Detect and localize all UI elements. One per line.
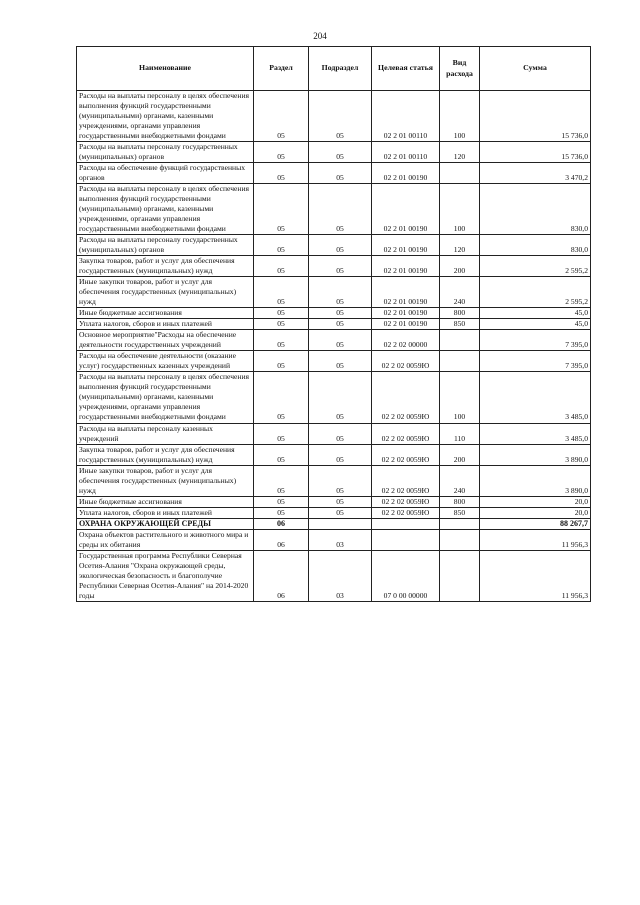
table-row — [77, 465, 591, 496]
cell-type — [440, 330, 480, 351]
cell-name: Иные закупки товаров, работ и услуг для обеспечения государственных (муниципальных) нужд — [77, 277, 254, 308]
cell-section: 06 — [254, 518, 309, 530]
cell-type: 120 — [440, 142, 480, 163]
cell-sum: 7 395,0 — [480, 351, 591, 372]
cell-target: 02 2 02 0059Ю — [372, 496, 440, 507]
cell-sum: 3 470,2 — [480, 163, 591, 184]
table-row — [77, 518, 591, 530]
table-row — [77, 530, 591, 551]
cell-section: 05 — [254, 142, 309, 163]
cell-name: Уплата налогов, сборов и иных платежей — [77, 507, 254, 518]
cell-sum: 45,0 — [480, 319, 591, 330]
cell-target: 02 2 01 00190 — [372, 319, 440, 330]
table-row — [77, 444, 591, 465]
cell-subsection: 05 — [309, 330, 372, 351]
cell-type: 100 — [440, 91, 480, 142]
cell-type — [440, 551, 480, 602]
table-row — [77, 319, 591, 330]
cell-section: 06 — [254, 530, 309, 551]
cell-target: 02 2 01 00190 — [372, 235, 440, 256]
cell-type — [440, 530, 480, 551]
cell-target: 02 2 02 0059Ю — [372, 444, 440, 465]
table-row — [77, 496, 591, 507]
cell-target: 02 2 02 00000 — [372, 330, 440, 351]
cell-section: 05 — [254, 235, 309, 256]
cell-target: 02 2 01 00190 — [372, 256, 440, 277]
table-row — [77, 423, 591, 444]
cell-subsection: 05 — [309, 163, 372, 184]
cell-name: Охрана объектов растительного и животного мира и среды их обитания — [77, 530, 254, 551]
cell-name: Расходы на выплаты персоналу государственных (муниципальных) органов — [77, 235, 254, 256]
cell-target — [372, 518, 440, 530]
cell-section: 06 — [254, 551, 309, 602]
cell-type: 200 — [440, 444, 480, 465]
table-row — [77, 507, 591, 518]
table-row — [77, 330, 591, 351]
cell-subsection: 05 — [309, 142, 372, 163]
cell-type: 800 — [440, 308, 480, 319]
cell-section: 05 — [254, 372, 309, 423]
table-row — [77, 351, 591, 372]
cell-name: Расходы на обеспечение деятельности (оказание услуг) государственных казенных учреждений — [77, 351, 254, 372]
cell-name: Государственная программа Республики Северная Осетия-Алания "Охрана окружающей среды, экологическая безопасность и благополучие Республики Северная Осетия-Алания" на 2014-2020 годы — [77, 551, 254, 602]
cell-subsection: 03 — [309, 530, 372, 551]
table-row — [77, 277, 591, 308]
cell-type: 240 — [440, 465, 480, 496]
cell-sum: 3 485,0 — [480, 423, 591, 444]
cell-type — [440, 163, 480, 184]
table-body — [77, 91, 591, 602]
cell-sum: 3 485,0 — [480, 372, 591, 423]
cell-section: 05 — [254, 444, 309, 465]
cell-section: 05 — [254, 163, 309, 184]
cell-sum: 15 736,0 — [480, 142, 591, 163]
cell-sum: 11 956,3 — [480, 551, 591, 602]
page-number: 204 — [313, 31, 327, 41]
cell-sum: 830,0 — [480, 235, 591, 256]
header-sum: Сумма — [480, 47, 591, 91]
cell-section: 05 — [254, 496, 309, 507]
cell-name: ОХРАНА ОКРУЖАЮЩЕЙ СРЕДЫ — [77, 518, 254, 530]
cell-type: 850 — [440, 507, 480, 518]
cell-name: Расходы на выплаты персоналу казенных учреждений — [77, 423, 254, 444]
cell-name: Расходы на обеспечение функций государственных органов — [77, 163, 254, 184]
cell-section: 05 — [254, 423, 309, 444]
cell-name: Расходы на выплаты персоналу в целях обеспечения выполнения функций государственными (муниципальными) органами, казенными учреждениями, органами управления государственными внебюджетными фондами — [77, 372, 254, 423]
cell-sum: 830,0 — [480, 184, 591, 235]
cell-type: 850 — [440, 319, 480, 330]
cell-subsection: 05 — [309, 351, 372, 372]
cell-name: Закупка товаров, работ и услуг для обеспечения государственных (муниципальных) нужд — [77, 444, 254, 465]
cell-subsection: 05 — [309, 184, 372, 235]
cell-target: 02 2 01 00190 — [372, 277, 440, 308]
cell-section: 05 — [254, 91, 309, 142]
cell-section: 05 — [254, 256, 309, 277]
table-row — [77, 184, 591, 235]
table-row — [77, 256, 591, 277]
cell-section: 05 — [254, 184, 309, 235]
cell-subsection: 05 — [309, 444, 372, 465]
table-row — [77, 91, 591, 142]
budget-table — [76, 46, 591, 602]
cell-type — [440, 518, 480, 530]
cell-target: 07 0 00 00000 — [372, 551, 440, 602]
cell-subsection: 05 — [309, 308, 372, 319]
cell-type: 100 — [440, 372, 480, 423]
table-row — [77, 372, 591, 423]
cell-sum: 45,0 — [480, 308, 591, 319]
cell-type: 100 — [440, 184, 480, 235]
cell-subsection: 05 — [309, 465, 372, 496]
cell-section: 05 — [254, 308, 309, 319]
cell-subsection: 05 — [309, 496, 372, 507]
cell-name: Расходы на выплаты персоналу в целях обеспечения выполнения функций государственными (муниципальными) органами, казенными учреждениями, органами управления государственными внебюджетными фондами — [77, 184, 254, 235]
cell-sum: 15 736,0 — [480, 91, 591, 142]
cell-name: Расходы на выплаты персоналу в целях обеспечения выполнения функций государственными (муниципальными) органами, казенными учреждениями, органами управления государственными внебюджетными фондами — [77, 91, 254, 142]
cell-name: Закупка товаров, работ и услуг для обеспечения государственных (муниципальных) нужд — [77, 256, 254, 277]
cell-name: Расходы на выплаты персоналу государственных (муниципальных) органов — [77, 142, 254, 163]
cell-subsection: 05 — [309, 423, 372, 444]
header-target: Целевая статья — [372, 47, 440, 91]
table-header-row — [77, 47, 591, 91]
cell-subsection: 05 — [309, 372, 372, 423]
cell-section: 05 — [254, 507, 309, 518]
cell-subsection: 03 — [309, 551, 372, 602]
cell-subsection: 05 — [309, 235, 372, 256]
table-row — [77, 235, 591, 256]
header-section: Раздел — [254, 47, 309, 91]
header-subsection: Подраздел — [309, 47, 372, 91]
cell-target: 02 2 01 00110 — [372, 142, 440, 163]
cell-type: 240 — [440, 277, 480, 308]
cell-subsection: 05 — [309, 507, 372, 518]
cell-type: 800 — [440, 496, 480, 507]
cell-sum: 3 890,0 — [480, 444, 591, 465]
cell-sum: 3 890,0 — [480, 465, 591, 496]
cell-sum: 7 395,0 — [480, 330, 591, 351]
cell-sum: 20,0 — [480, 507, 591, 518]
header-name: Наименование — [77, 47, 254, 91]
cell-name: Уплата налогов, сборов и иных платежей — [77, 319, 254, 330]
cell-subsection: 05 — [309, 256, 372, 277]
cell-section: 05 — [254, 351, 309, 372]
cell-target: 02 2 01 00190 — [372, 163, 440, 184]
table-row — [77, 308, 591, 319]
cell-type: 110 — [440, 423, 480, 444]
cell-subsection: 05 — [309, 319, 372, 330]
cell-section: 05 — [254, 465, 309, 496]
cell-target: 02 2 02 0059Ю — [372, 507, 440, 518]
cell-section: 05 — [254, 330, 309, 351]
cell-target: 02 2 02 0059Ю — [372, 372, 440, 423]
cell-section: 05 — [254, 277, 309, 308]
cell-subsection: 05 — [309, 277, 372, 308]
cell-section: 05 — [254, 319, 309, 330]
cell-type — [440, 351, 480, 372]
cell-sum: 2 595,2 — [480, 277, 591, 308]
cell-sum: 2 595,2 — [480, 256, 591, 277]
cell-target: 02 2 01 00190 — [372, 184, 440, 235]
cell-target: 02 2 02 0059Ю — [372, 423, 440, 444]
cell-name: Основное мероприятие"Расходы на обеспечение деятельности государственных учреждений — [77, 330, 254, 351]
cell-target: 02 2 02 0059Ю — [372, 351, 440, 372]
cell-target: 02 2 01 00110 — [372, 91, 440, 142]
table-row — [77, 142, 591, 163]
header-type: Вид расхода — [440, 47, 480, 91]
table-row — [77, 551, 591, 602]
cell-name: Иные бюджетные ассигнования — [77, 308, 254, 319]
cell-sum: 11 956,3 — [480, 530, 591, 551]
cell-name: Иные бюджетные ассигнования — [77, 496, 254, 507]
cell-name: Иные закупки товаров, работ и услуг для обеспечения государственных (муниципальных) нужд — [77, 465, 254, 496]
cell-type: 200 — [440, 256, 480, 277]
cell-subsection: 05 — [309, 91, 372, 142]
table-row — [77, 163, 591, 184]
cell-type: 120 — [440, 235, 480, 256]
cell-sum: 88 267,7 — [480, 518, 591, 530]
cell-target — [372, 530, 440, 551]
cell-target: 02 2 02 0059Ю — [372, 465, 440, 496]
cell-sum: 20,0 — [480, 496, 591, 507]
cell-target: 02 2 01 00190 — [372, 308, 440, 319]
cell-subsection — [309, 518, 372, 530]
